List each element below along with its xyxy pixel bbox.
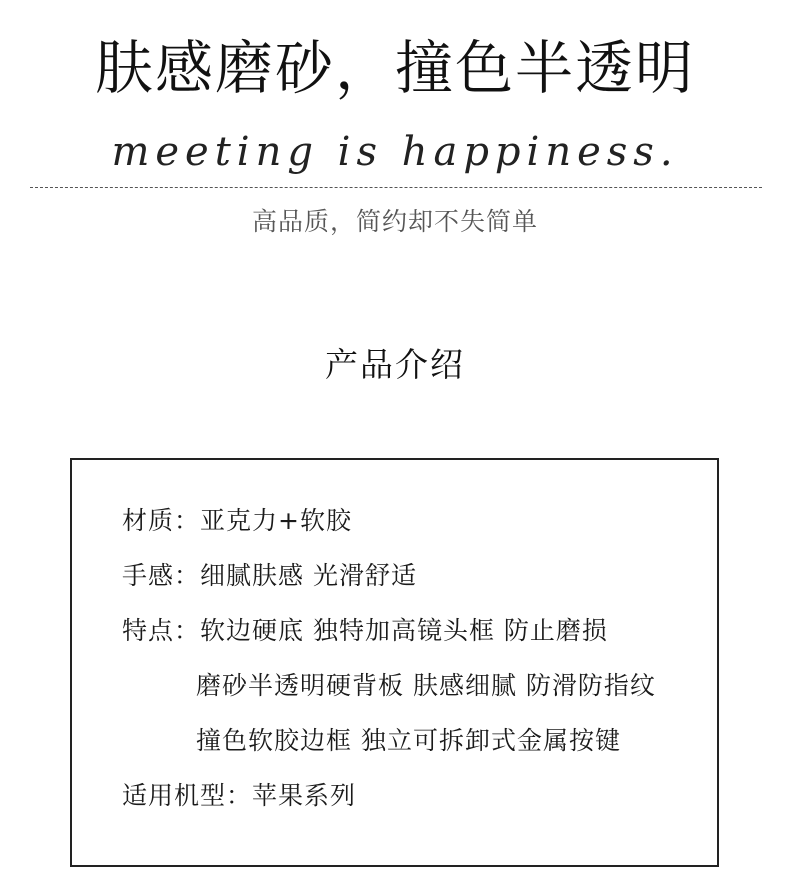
section-title: 产品介绍	[325, 345, 465, 384]
subtitle: 高品质，简约却不失简单	[251, 207, 538, 236]
spec-feel: 手感：细腻肤感 光滑舒适	[122, 561, 417, 590]
spec-material: 材质：亚克力+软胶	[122, 506, 352, 535]
spec-features-line-2: 磨砂半透明硬背板 肤感细腻 防滑防指纹	[196, 671, 656, 700]
spec-compatible-models: 适用机型：苹果系列	[122, 781, 357, 810]
spec-features-line-3: 撞色软胶边框 独立可拆卸式金属按键	[196, 726, 621, 755]
dashed-divider	[30, 187, 762, 188]
script-tagline: meeting is happiness.	[111, 129, 679, 175]
spec-features-line-1: 特点：软边硬底 独特加高镜头框 防止磨损	[122, 616, 608, 645]
page-title: 肤感磨砂，撞色半透明	[94, 34, 695, 102]
